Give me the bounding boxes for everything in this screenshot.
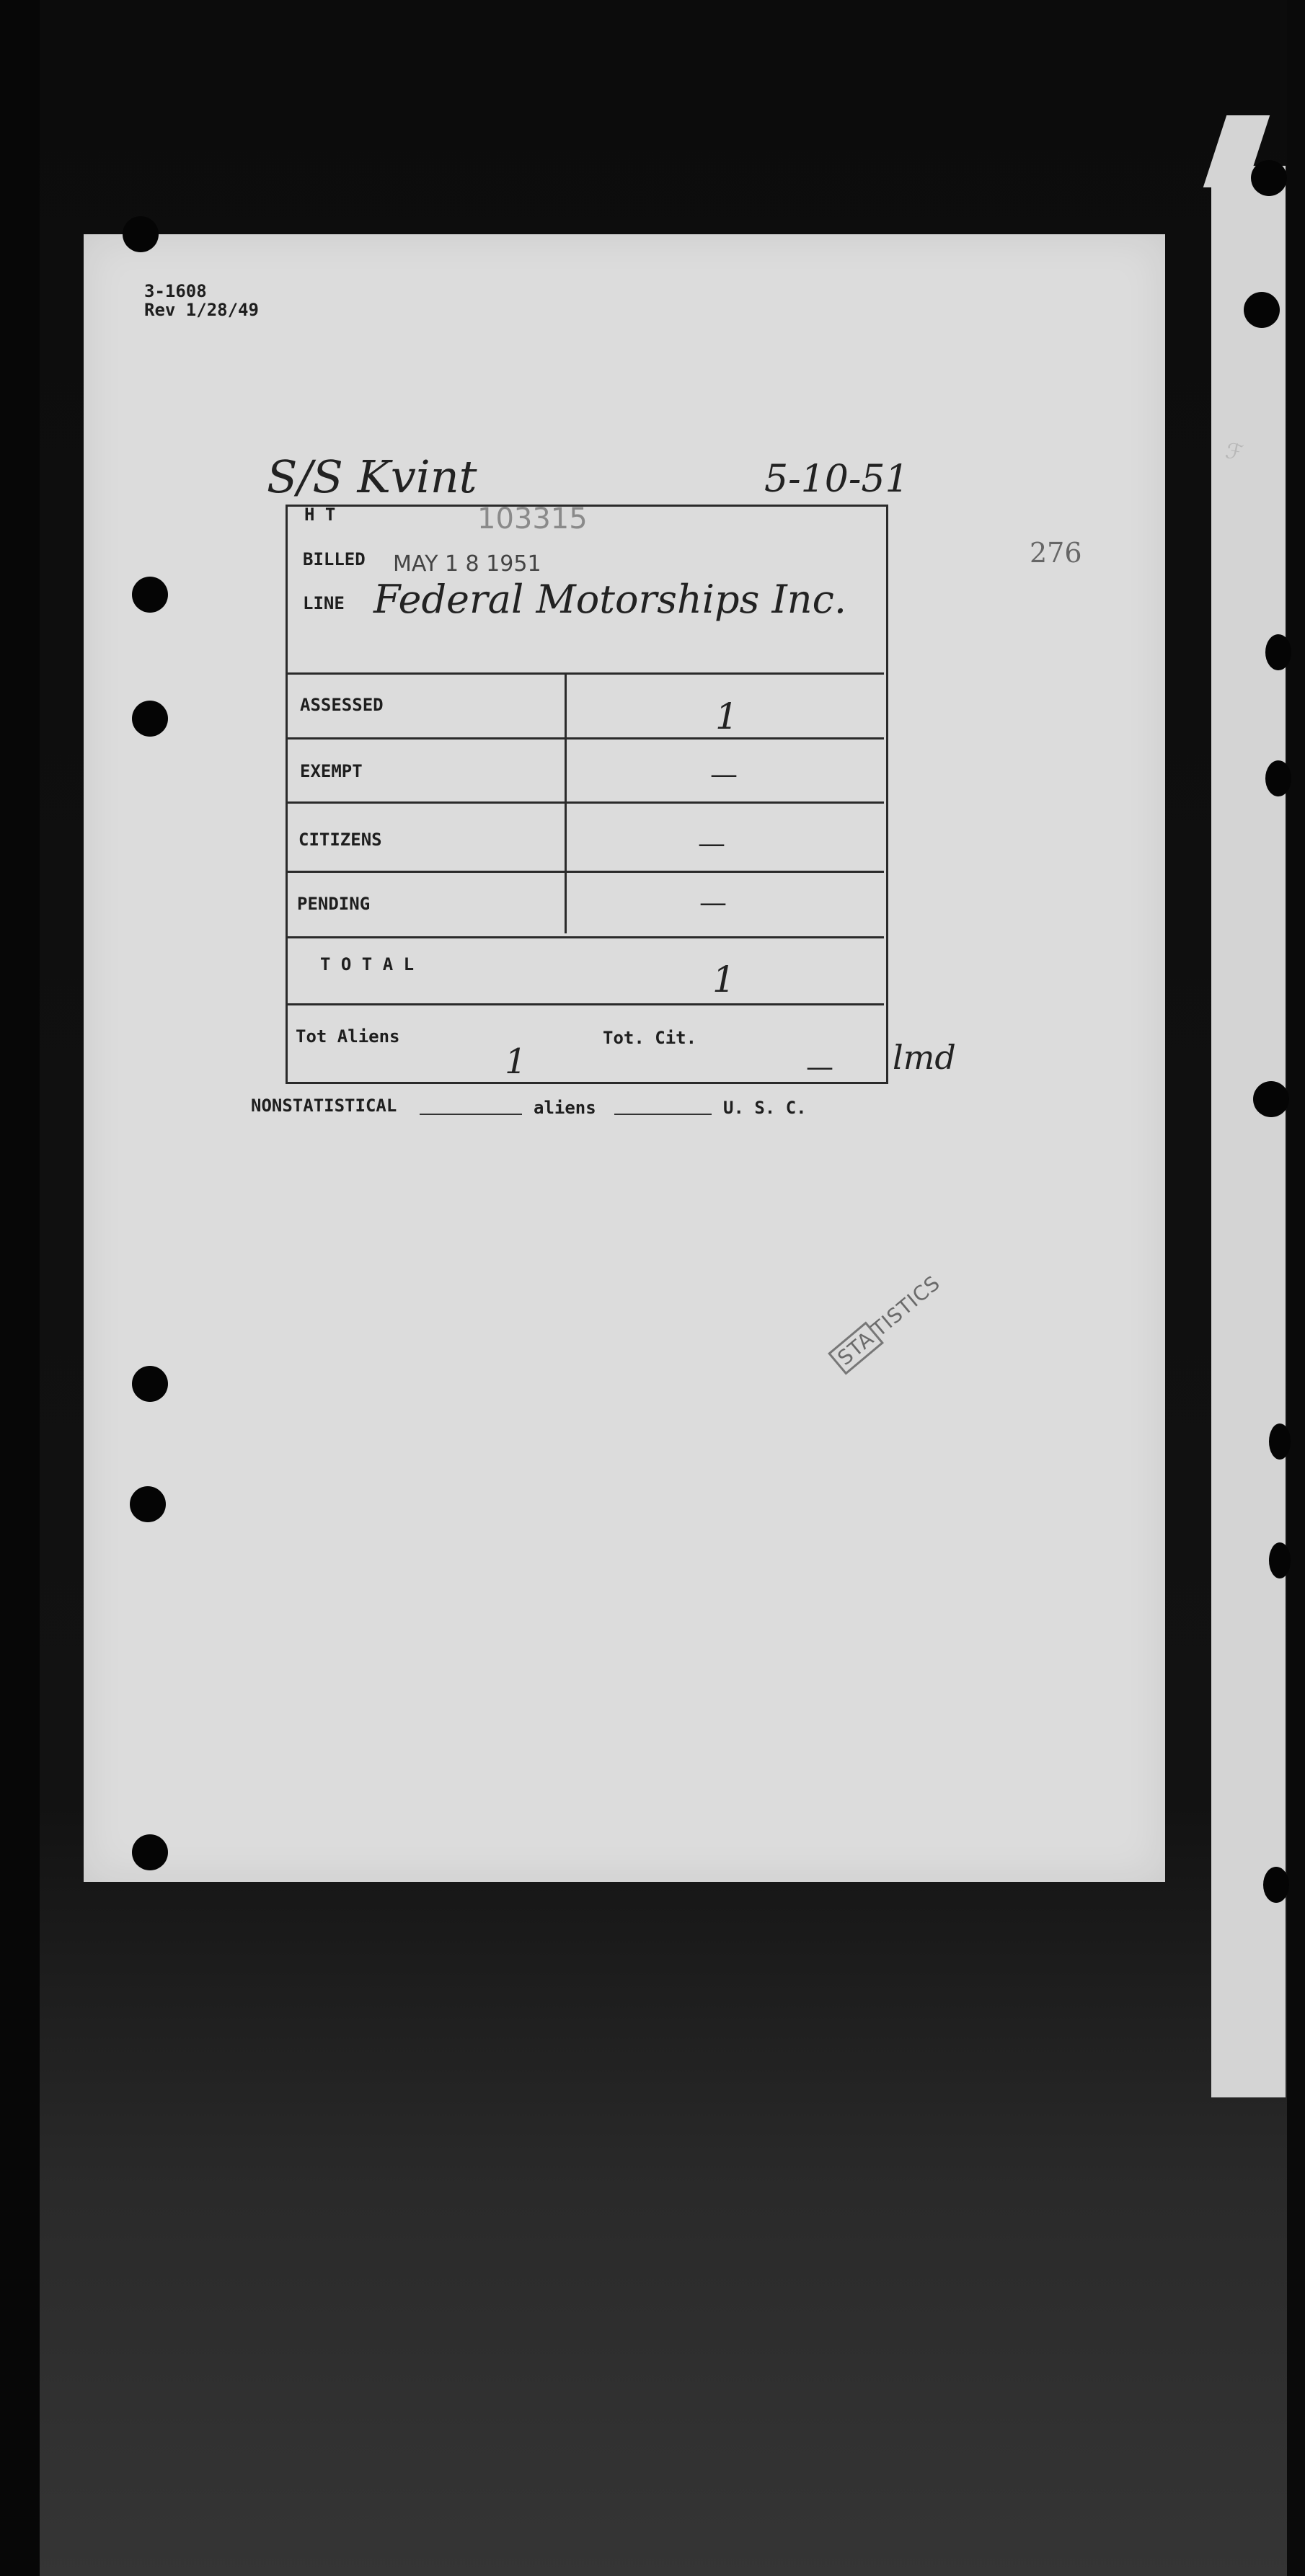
- punch-hole: [1265, 760, 1291, 796]
- handwritten-date: 5-10-51: [764, 458, 909, 501]
- punch-hole: [1269, 1424, 1291, 1460]
- form-divider: [286, 871, 884, 873]
- margin-number: 276: [1030, 537, 1082, 569]
- tot-aliens-label: Tot Aliens: [296, 1026, 400, 1047]
- line-value: Federal Motorships Inc.: [373, 577, 846, 622]
- punch-hole: [132, 1366, 168, 1402]
- billed-date-stamp: MAY 1 8 1951: [393, 551, 541, 577]
- punch-hole: [1265, 634, 1291, 670]
- punch-hole: [130, 1486, 166, 1522]
- stamped-number: 103315: [477, 502, 588, 536]
- assessed-value: 1: [715, 696, 738, 737]
- tot-cit-value: —: [806, 1051, 833, 1083]
- ht-label: H T: [304, 505, 336, 525]
- form-divider: [286, 936, 884, 938]
- punch-hole: [1253, 1081, 1289, 1117]
- form-divider: [286, 737, 884, 740]
- aliens-blank: [614, 1114, 712, 1115]
- total-label: T O T A L: [320, 954, 415, 974]
- citizens-value: —: [698, 827, 725, 859]
- film-left-edge: [0, 0, 40, 2576]
- pending-label: PENDING: [297, 894, 371, 914]
- assessed-label: ASSESSED: [300, 695, 384, 715]
- exempt-value: —: [710, 758, 738, 790]
- form-divider: [286, 801, 884, 804]
- form-code: 3-1608: [144, 281, 207, 301]
- tot-aliens-value: 1: [505, 1041, 527, 1082]
- initials: lmd: [893, 1038, 956, 1077]
- form-divider: [286, 1003, 884, 1005]
- line-label: LINE: [303, 593, 345, 613]
- citizens-label: CITIZENS: [298, 830, 382, 850]
- pending-value: —: [699, 887, 727, 918]
- total-value: 1: [712, 959, 735, 1000]
- punch-hole: [123, 216, 159, 252]
- punch-hole: [1244, 292, 1280, 328]
- adjacent-card-faint-text: ℱ: [1223, 438, 1245, 467]
- film-right-edge: [1287, 0, 1305, 2576]
- form-divider: [286, 672, 884, 675]
- punch-hole: [132, 1834, 168, 1870]
- punch-hole: [132, 701, 168, 737]
- billed-label: BILLED: [303, 549, 366, 569]
- tot-cit-label: Tot. Cit.: [603, 1028, 697, 1048]
- statistics-stamp-boxed: STA: [828, 1321, 884, 1374]
- nonstat-blank: [420, 1114, 522, 1115]
- exempt-label: EXEMPT: [300, 761, 363, 781]
- usc-label: U. S. C.: [723, 1098, 807, 1118]
- nonstatistical-label: NONSTATISTICAL: [251, 1096, 397, 1116]
- adjacent-card: [1211, 166, 1286, 2097]
- statistics-stamp-rest: TISTICS: [867, 1271, 945, 1342]
- punch-hole: [132, 577, 168, 613]
- form-column-divider: [565, 672, 567, 933]
- punch-hole: [1251, 160, 1287, 196]
- punch-hole: [1269, 1542, 1291, 1578]
- form-revision: Rev 1/28/49: [144, 300, 259, 320]
- punch-hole: [1263, 1867, 1289, 1903]
- aliens-label: aliens: [534, 1098, 596, 1118]
- vessel-name: S/S Kvint: [267, 450, 477, 503]
